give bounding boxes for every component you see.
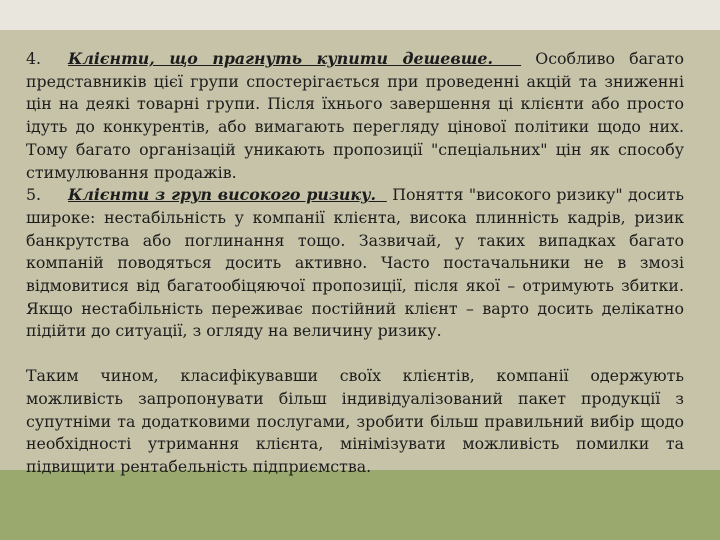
section-5-body: Поняття "високого ризику" досить широке: нестабільність у компанії клієнта, висока плинність кадрів, ризик банкрутства або поглинання тощо. Зазвичай, у таких випадках багато компаній поводяться досить активно. Часто постачальники не в змозі відмовитися від багатообіцяючої пропозиції, після якої – отримують збитки. Якщо нестабільність переживає постійний клієнт – варто досить делікатно підійти до ситуації, з огляду на величину ризику. xyxy=(26,185,684,341)
section-4-number: 4. xyxy=(26,49,42,68)
section-5-heading: Клієнти з груп високого ризику. xyxy=(68,185,377,205)
section-5-heading-underline xyxy=(376,185,387,204)
section-4-heading-underline xyxy=(493,49,521,68)
section-5-number: 5. xyxy=(26,185,42,205)
section-4-heading: Клієнти, що прагнуть купити дешевше. xyxy=(68,49,493,68)
section-4 xyxy=(26,48,684,184)
conclusion-paragraph: Таким чином, класифікувавши своїх клієнтів, компанії одержують можливість запропонувати більш індивідуалізований пакет продукції з супутніми та додатковими послугами, зробити більш правильний вибір щодо необхідності утримання клієнта, мінімізувати можливість помилки та підвищити рентабельність підприємства. xyxy=(26,366,684,476)
page-top-band xyxy=(0,0,720,30)
section-4-body: Особливо багато представників цієї групи спостерігається при проведенні акцій та зниженні цін на деякі товарні групи. Після їхнього завершення ці клієнти або просто ідуть до конкурентів, або вимагають перегляду цінової політики щодо них. Тому багато організацій уникають пропозиції "спеціальних" цін як способу стимулювання продажів. xyxy=(26,49,684,182)
document-text xyxy=(26,48,684,479)
section-5 xyxy=(26,184,684,343)
